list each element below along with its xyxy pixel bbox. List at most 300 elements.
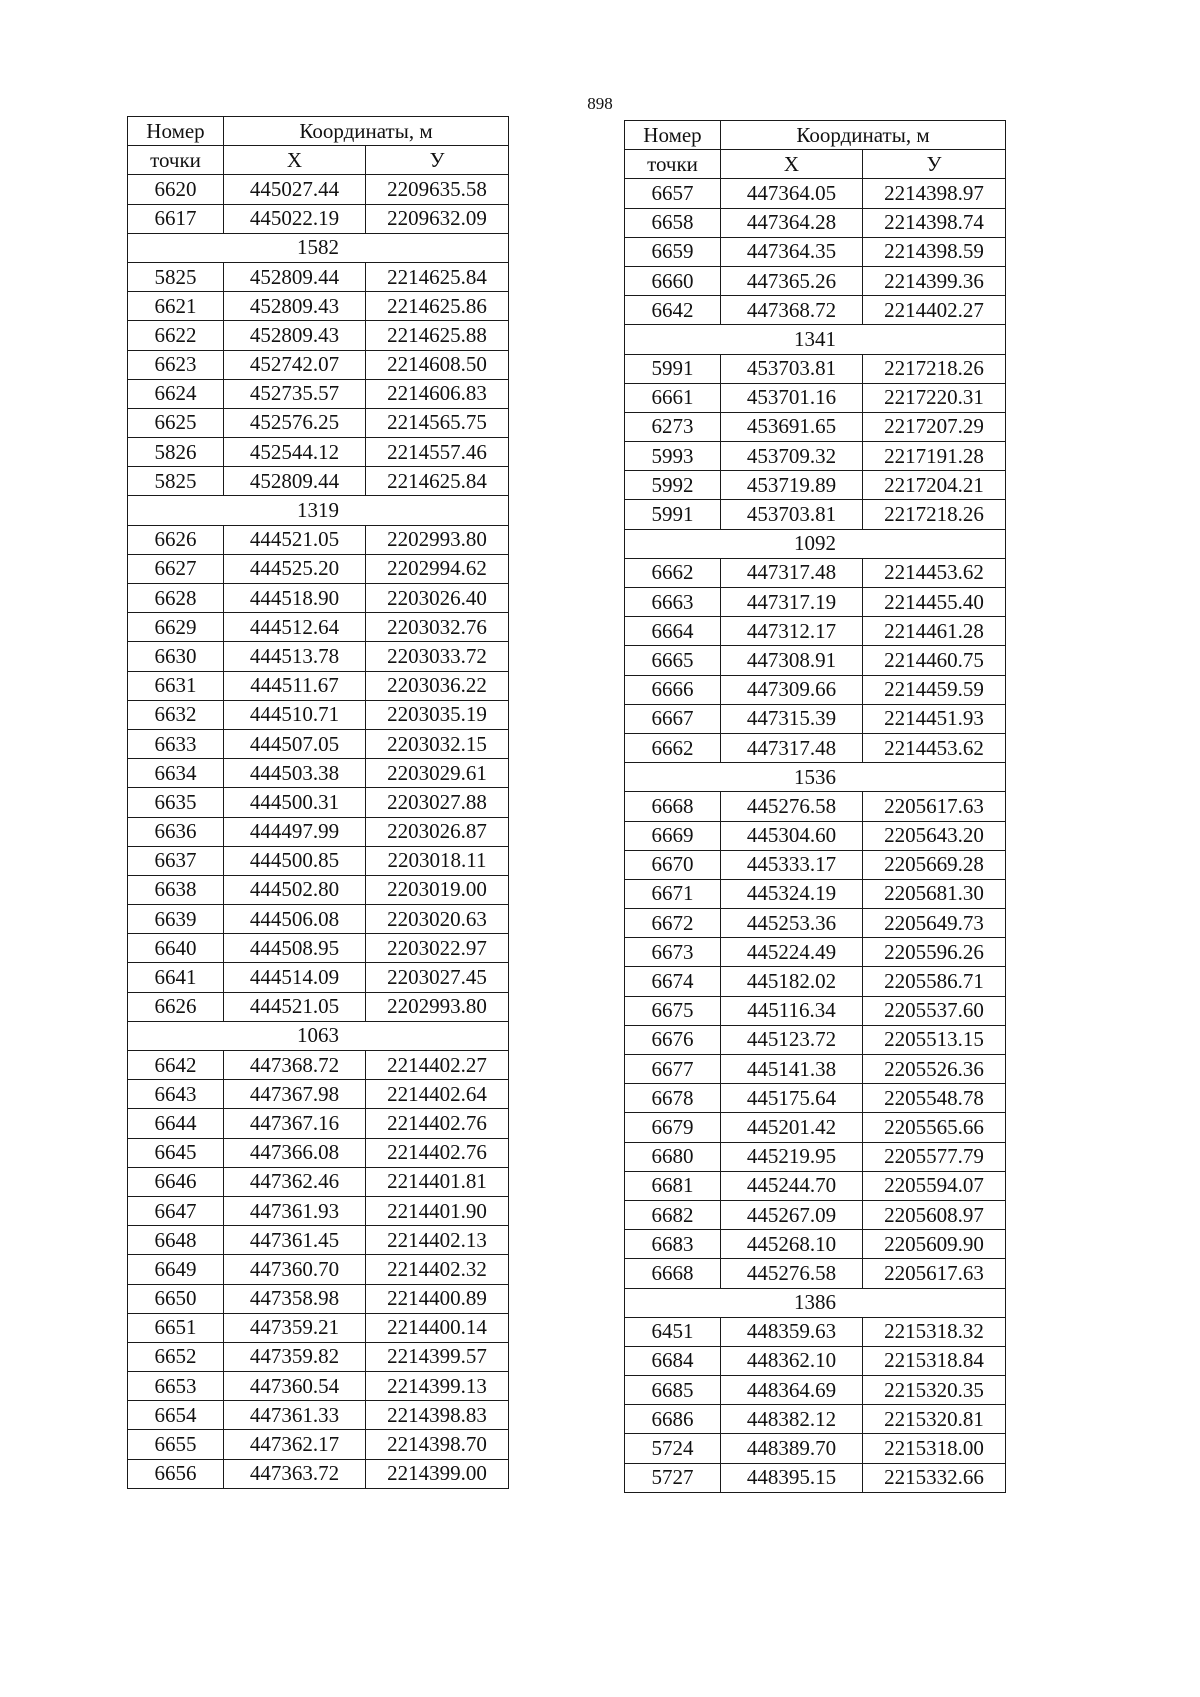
x-coordinate-cell: 444506.08 [224, 905, 366, 934]
x-coordinate-cell: 453701.16 [721, 383, 863, 412]
table-row [625, 1171, 1006, 1200]
x-coordinate-cell: 448359.63 [721, 1317, 863, 1346]
point-number-cell: 6647 [128, 1196, 224, 1225]
table-row [128, 729, 509, 758]
x-coordinate-cell: 452576.25 [224, 408, 366, 437]
section-number: 1341 [625, 325, 1006, 354]
x-coordinate-cell: 447360.70 [224, 1255, 366, 1284]
table-row [128, 554, 509, 583]
y-coordinate-cell: 2215318.84 [863, 1346, 1006, 1375]
x-coordinate-cell: 447364.35 [721, 237, 863, 266]
x-coordinate-cell: 447358.98 [224, 1284, 366, 1313]
table-row [128, 992, 509, 1021]
section-number: 1536 [625, 763, 1006, 792]
x-coordinate-cell: 447367.98 [224, 1080, 366, 1109]
point-number-cell: 6680 [625, 1142, 721, 1171]
y-coordinate-cell: 2214402.76 [366, 1138, 509, 1167]
y-coordinate-cell: 2217218.26 [863, 500, 1006, 529]
point-number-cell: 6632 [128, 700, 224, 729]
x-coordinate-cell: 452735.57 [224, 379, 366, 408]
point-number-cell: 5724 [625, 1434, 721, 1463]
x-coordinate-cell: 447359.82 [224, 1342, 366, 1371]
x-coordinate-cell: 447368.72 [721, 296, 863, 325]
x-coordinate-cell: 444503.38 [224, 759, 366, 788]
x-coordinate-cell: 444514.09 [224, 963, 366, 992]
coordinates-header: Координаты, м [721, 121, 1006, 150]
y-coordinate-cell: 2217207.29 [863, 412, 1006, 441]
point-number-cell: 6654 [128, 1401, 224, 1430]
y-coordinate-cell: 2203036.22 [366, 671, 509, 700]
table-row [128, 905, 509, 934]
x-coordinate-cell: 448395.15 [721, 1463, 863, 1492]
x-coordinate-cell: 447367.16 [224, 1109, 366, 1138]
point-number-cell: 6624 [128, 379, 224, 408]
table-row [625, 354, 1006, 383]
point-number-cell: 6645 [128, 1138, 224, 1167]
table-row [128, 788, 509, 817]
y-coordinate-cell: 2205577.79 [863, 1142, 1006, 1171]
point-number-cell: 6652 [128, 1342, 224, 1371]
point-number-cell: 6627 [128, 554, 224, 583]
y-coordinate-cell: 2214399.00 [366, 1459, 509, 1488]
x-coordinate-cell: 445324.19 [721, 879, 863, 908]
x-coordinate-cell: 445244.70 [721, 1171, 863, 1200]
point-number-cell: 6685 [625, 1376, 721, 1405]
y-coordinate-cell: 2214402.27 [366, 1051, 509, 1080]
point-number-cell: 6633 [128, 729, 224, 758]
point-number-cell: 6662 [625, 558, 721, 587]
point-number-cell: 6642 [128, 1051, 224, 1080]
x-coordinate-cell: 447317.19 [721, 588, 863, 617]
y-coordinate-cell: 2214459.59 [863, 675, 1006, 704]
y-coordinate-cell: 2214625.88 [366, 321, 509, 350]
point-number-cell: 6668 [625, 792, 721, 821]
point-number-cell: 6625 [128, 408, 224, 437]
x-coordinate-cell: 447365.26 [721, 266, 863, 295]
y-coordinate-cell: 2203020.63 [366, 905, 509, 934]
x-coordinate-cell: 452544.12 [224, 438, 366, 467]
x-coordinate-cell: 445276.58 [721, 792, 863, 821]
x-coordinate-cell: 453691.65 [721, 412, 863, 441]
table-row [625, 646, 1006, 675]
x-coordinate-cell: 444508.95 [224, 934, 366, 963]
point-number-cell: 6684 [625, 1346, 721, 1375]
x-coordinate-cell: 447364.28 [721, 208, 863, 237]
table-row [128, 1401, 509, 1430]
section-row [128, 496, 509, 525]
point-number-cell: 6649 [128, 1255, 224, 1284]
y-coordinate-cell: 2214453.62 [863, 558, 1006, 587]
point-number-cell: 6623 [128, 350, 224, 379]
section-row [625, 763, 1006, 792]
y-coordinate-cell: 2203029.61 [366, 759, 509, 788]
point-number-cell: 6677 [625, 1055, 721, 1084]
table-row [625, 967, 1006, 996]
table-row [625, 1025, 1006, 1054]
x-coordinate-cell: 452809.43 [224, 292, 366, 321]
table-row [128, 934, 509, 963]
x-coordinate-cell: 453709.32 [721, 442, 863, 471]
x-coordinate-cell: 445116.34 [721, 996, 863, 1025]
y-coordinate-cell: 2214401.81 [366, 1167, 509, 1196]
table-row [625, 500, 1006, 529]
table-row [128, 817, 509, 846]
x-coordinate-cell: 445123.72 [721, 1025, 863, 1054]
table-row [625, 442, 1006, 471]
table-row [128, 963, 509, 992]
table-row [128, 292, 509, 321]
table-row [128, 379, 509, 408]
x-coordinate-cell: 445201.42 [721, 1113, 863, 1142]
point-number-cell: 6681 [625, 1171, 721, 1200]
point-number-cell: 6650 [128, 1284, 224, 1313]
y-coordinate-cell: 2214399.13 [366, 1372, 509, 1401]
x-coordinate-cell: 445224.49 [721, 938, 863, 967]
table-row [128, 1226, 509, 1255]
x-coordinate-cell: 447368.72 [224, 1051, 366, 1080]
x-coordinate-cell: 445141.38 [721, 1055, 863, 1084]
x-coordinate-cell: 444513.78 [224, 642, 366, 671]
table-row [128, 1342, 509, 1371]
x-header: Х [721, 150, 863, 179]
x-coordinate-cell: 445219.95 [721, 1142, 863, 1171]
table-row [128, 759, 509, 788]
x-header: Х [224, 146, 366, 175]
y-coordinate-cell: 2214399.36 [863, 266, 1006, 295]
table-row [128, 1051, 509, 1080]
x-coordinate-cell: 453703.81 [721, 500, 863, 529]
x-coordinate-cell: 445304.60 [721, 821, 863, 850]
table-row [128, 438, 509, 467]
point-number-cell: 6642 [625, 296, 721, 325]
table-row [625, 1405, 1006, 1434]
x-coordinate-cell: 447361.93 [224, 1196, 366, 1225]
y-coordinate-cell: 2203026.40 [366, 584, 509, 613]
point-number-cell: 6662 [625, 733, 721, 762]
table-row [625, 1463, 1006, 1492]
y-coordinate-cell: 2215320.35 [863, 1376, 1006, 1405]
y-coordinate-cell: 2203022.97 [366, 934, 509, 963]
section-number: 1063 [128, 1021, 509, 1050]
y-coordinate-cell: 2203027.45 [366, 963, 509, 992]
point-number-cell: 6638 [128, 875, 224, 904]
y-coordinate-cell: 2214398.70 [366, 1430, 509, 1459]
x-coordinate-cell: 447317.48 [721, 558, 863, 587]
table-row [128, 1080, 509, 1109]
x-coordinate-cell: 448364.69 [721, 1376, 863, 1405]
table-row [625, 179, 1006, 208]
table-row [625, 1346, 1006, 1375]
table-row [625, 879, 1006, 908]
y-coordinate-cell: 2214398.97 [863, 179, 1006, 208]
table-row [128, 1284, 509, 1313]
table-row [128, 671, 509, 700]
y-coordinate-cell: 2202993.80 [366, 525, 509, 554]
table-row [625, 1376, 1006, 1405]
table-row [128, 1138, 509, 1167]
section-number: 1092 [625, 529, 1006, 558]
x-coordinate-cell: 447360.54 [224, 1372, 366, 1401]
point-number-cell: 6629 [128, 613, 224, 642]
y-coordinate-cell: 2203027.88 [366, 788, 509, 817]
x-coordinate-cell: 444521.05 [224, 992, 366, 1021]
table-row [128, 1167, 509, 1196]
y-coordinate-cell: 2214402.32 [366, 1255, 509, 1284]
y-coordinate-cell: 2202993.80 [366, 992, 509, 1021]
point-number-cell: 6273 [625, 412, 721, 441]
y-coordinate-cell: 2205513.15 [863, 1025, 1006, 1054]
point-number-cell: 6660 [625, 266, 721, 295]
table-row [128, 467, 509, 496]
y-coordinate-cell: 2205548.78 [863, 1084, 1006, 1113]
x-coordinate-cell: 452809.44 [224, 262, 366, 291]
point-number-cell: 6626 [128, 992, 224, 1021]
y-coordinate-cell: 2217204.21 [863, 471, 1006, 500]
y-coordinate-cell: 2214625.84 [366, 262, 509, 291]
y-coordinate-cell: 2214565.75 [366, 408, 509, 437]
table-row [625, 1142, 1006, 1171]
table-row [128, 613, 509, 642]
x-coordinate-cell: 452809.44 [224, 467, 366, 496]
y-coordinate-cell: 2205586.71 [863, 967, 1006, 996]
point-number-cell: 6683 [625, 1230, 721, 1259]
y-coordinate-cell: 2214606.83 [366, 379, 509, 408]
section-row [625, 325, 1006, 354]
table-row [128, 408, 509, 437]
y-coordinate-cell: 2215332.66 [863, 1463, 1006, 1492]
point-number-cell: 6667 [625, 704, 721, 733]
point-number-cell: 6678 [625, 1084, 721, 1113]
point-number-cell: 6661 [625, 383, 721, 412]
table-row [625, 996, 1006, 1025]
point-number-cell: 6646 [128, 1167, 224, 1196]
point-number-cell: 6648 [128, 1226, 224, 1255]
table-row [625, 1084, 1006, 1113]
table-row [625, 1317, 1006, 1346]
point-number-cell: 6621 [128, 292, 224, 321]
point-number-header: Номер [625, 121, 721, 150]
x-coordinate-cell: 447362.46 [224, 1167, 366, 1196]
table-row [625, 383, 1006, 412]
y-coordinate-cell: 2205596.26 [863, 938, 1006, 967]
y-coordinate-cell: 2214557.46 [366, 438, 509, 467]
y-coordinate-cell: 2217218.26 [863, 354, 1006, 383]
x-coordinate-cell: 444525.20 [224, 554, 366, 583]
x-coordinate-cell: 445022.19 [224, 204, 366, 233]
y-coordinate-cell: 2214625.86 [366, 292, 509, 321]
table-row [625, 296, 1006, 325]
table-row [625, 909, 1006, 938]
table-row [128, 321, 509, 350]
y-coordinate-cell: 2202994.62 [366, 554, 509, 583]
table-row [128, 1430, 509, 1459]
point-number-cell: 6637 [128, 846, 224, 875]
y-coordinate-cell: 2214401.90 [366, 1196, 509, 1225]
point-number-cell: 6673 [625, 938, 721, 967]
y-coordinate-cell: 2214400.14 [366, 1313, 509, 1342]
x-coordinate-cell: 444500.85 [224, 846, 366, 875]
point-number-cell: 6686 [625, 1405, 721, 1434]
coordinates-table-right [624, 120, 1006, 1493]
section-number: 1386 [625, 1288, 1006, 1317]
table-row [128, 175, 509, 204]
table-row [128, 642, 509, 671]
point-number-cell: 6676 [625, 1025, 721, 1054]
table-row [625, 675, 1006, 704]
x-coordinate-cell: 444511.67 [224, 671, 366, 700]
point-number-header-line2: точки [625, 150, 721, 179]
y-header: У [366, 146, 509, 175]
y-coordinate-cell: 2205609.90 [863, 1230, 1006, 1259]
table-body-right [625, 179, 1006, 1492]
x-coordinate-cell: 447366.08 [224, 1138, 366, 1167]
coordinates-table-left [127, 116, 509, 1489]
point-number-cell: 5826 [128, 438, 224, 467]
y-coordinate-cell: 2205537.60 [863, 996, 1006, 1025]
y-coordinate-cell: 2203035.19 [366, 700, 509, 729]
x-coordinate-cell: 445267.09 [721, 1200, 863, 1229]
table-row [625, 1434, 1006, 1463]
x-coordinate-cell: 444521.05 [224, 525, 366, 554]
point-number-cell: 6617 [128, 204, 224, 233]
point-number-cell: 6626 [128, 525, 224, 554]
x-coordinate-cell: 444510.71 [224, 700, 366, 729]
point-number-cell: 6655 [128, 1430, 224, 1459]
point-number-cell: 6671 [625, 879, 721, 908]
y-coordinate-cell: 2214399.57 [366, 1342, 509, 1371]
point-number-cell: 6668 [625, 1259, 721, 1288]
point-number-cell: 6643 [128, 1080, 224, 1109]
x-coordinate-cell: 447359.21 [224, 1313, 366, 1342]
table-row [128, 1372, 509, 1401]
table-row [625, 792, 1006, 821]
point-number-cell: 6644 [128, 1109, 224, 1138]
table-row [625, 208, 1006, 237]
y-coordinate-cell: 2214402.64 [366, 1080, 509, 1109]
x-coordinate-cell: 448389.70 [721, 1434, 863, 1463]
x-coordinate-cell: 447317.48 [721, 733, 863, 762]
x-coordinate-cell: 452809.43 [224, 321, 366, 350]
point-number-cell: 5825 [128, 262, 224, 291]
table-row [625, 471, 1006, 500]
x-coordinate-cell: 453703.81 [721, 354, 863, 383]
table-row [128, 525, 509, 554]
y-coordinate-cell: 2203032.76 [366, 613, 509, 642]
point-number-cell: 6656 [128, 1459, 224, 1488]
table-row [625, 821, 1006, 850]
point-number-cell: 6622 [128, 321, 224, 350]
x-coordinate-cell: 453719.89 [721, 471, 863, 500]
table-row [625, 558, 1006, 587]
y-coordinate-cell: 2205643.20 [863, 821, 1006, 850]
point-number-cell: 5991 [625, 354, 721, 383]
point-number-cell: 6663 [625, 588, 721, 617]
point-number-cell: 6451 [625, 1317, 721, 1346]
y-coordinate-cell: 2209635.58 [366, 175, 509, 204]
point-number-cell: 6635 [128, 788, 224, 817]
y-coordinate-cell: 2203018.11 [366, 846, 509, 875]
x-coordinate-cell: 447362.17 [224, 1430, 366, 1459]
table-row [625, 1055, 1006, 1084]
y-coordinate-cell: 2203019.00 [366, 875, 509, 904]
table-row [128, 204, 509, 233]
x-coordinate-cell: 448382.12 [721, 1405, 863, 1434]
y-coordinate-cell: 2203032.15 [366, 729, 509, 758]
y-coordinate-cell: 2203026.87 [366, 817, 509, 846]
x-coordinate-cell: 447361.33 [224, 1401, 366, 1430]
point-number-cell: 6657 [625, 179, 721, 208]
table-row [625, 1259, 1006, 1288]
point-number-cell: 6665 [625, 646, 721, 675]
point-number-cell: 6639 [128, 905, 224, 934]
point-number-cell: 6636 [128, 817, 224, 846]
point-number-cell: 5992 [625, 471, 721, 500]
point-number-cell: 6653 [128, 1372, 224, 1401]
y-coordinate-cell: 2214625.84 [366, 467, 509, 496]
table-row [625, 412, 1006, 441]
y-coordinate-cell: 2215318.32 [863, 1317, 1006, 1346]
point-number-cell: 6641 [128, 963, 224, 992]
section-row [625, 1288, 1006, 1317]
section-row [625, 529, 1006, 558]
point-number-cell: 6620 [128, 175, 224, 204]
point-number-cell: 6634 [128, 759, 224, 788]
y-coordinate-cell: 2205594.07 [863, 1171, 1006, 1200]
x-coordinate-cell: 444500.31 [224, 788, 366, 817]
x-coordinate-cell: 445276.58 [721, 1259, 863, 1288]
table-row [625, 1200, 1006, 1229]
point-number-cell: 6666 [625, 675, 721, 704]
table-row [128, 1255, 509, 1284]
table-row [625, 1230, 1006, 1259]
point-number-cell: 6658 [625, 208, 721, 237]
y-coordinate-cell: 2205617.63 [863, 792, 1006, 821]
y-coordinate-cell: 2205526.36 [863, 1055, 1006, 1084]
table-body-left [128, 175, 509, 1488]
point-number-header: Номер [128, 117, 224, 146]
y-coordinate-cell: 2215318.00 [863, 1434, 1006, 1463]
table-row [128, 1109, 509, 1138]
table-row [625, 733, 1006, 762]
x-coordinate-cell: 448362.10 [721, 1346, 863, 1375]
y-coordinate-cell: 2214402.13 [366, 1226, 509, 1255]
y-coordinate-cell: 2217220.31 [863, 383, 1006, 412]
x-coordinate-cell: 445268.10 [721, 1230, 863, 1259]
y-coordinate-cell: 2214453.62 [863, 733, 1006, 762]
section-row [128, 1021, 509, 1050]
table-row [625, 237, 1006, 266]
y-coordinate-cell: 2203033.72 [366, 642, 509, 671]
y-coordinate-cell: 2209632.09 [366, 204, 509, 233]
point-number-cell: 6631 [128, 671, 224, 700]
y-coordinate-cell: 2205617.63 [863, 1259, 1006, 1288]
point-number-cell: 5727 [625, 1463, 721, 1492]
y-coordinate-cell: 2205565.66 [863, 1113, 1006, 1142]
point-number-header-line2: точки [128, 146, 224, 175]
section-number: 1582 [128, 233, 509, 262]
section-row [128, 233, 509, 262]
table-row [128, 846, 509, 875]
y-coordinate-cell: 2217191.28 [863, 442, 1006, 471]
table-row [625, 938, 1006, 967]
x-coordinate-cell: 447309.66 [721, 675, 863, 704]
x-coordinate-cell: 447308.91 [721, 646, 863, 675]
x-coordinate-cell: 444497.99 [224, 817, 366, 846]
x-coordinate-cell: 445333.17 [721, 850, 863, 879]
x-coordinate-cell: 444518.90 [224, 584, 366, 613]
x-coordinate-cell: 447364.05 [721, 179, 863, 208]
x-coordinate-cell: 444507.05 [224, 729, 366, 758]
